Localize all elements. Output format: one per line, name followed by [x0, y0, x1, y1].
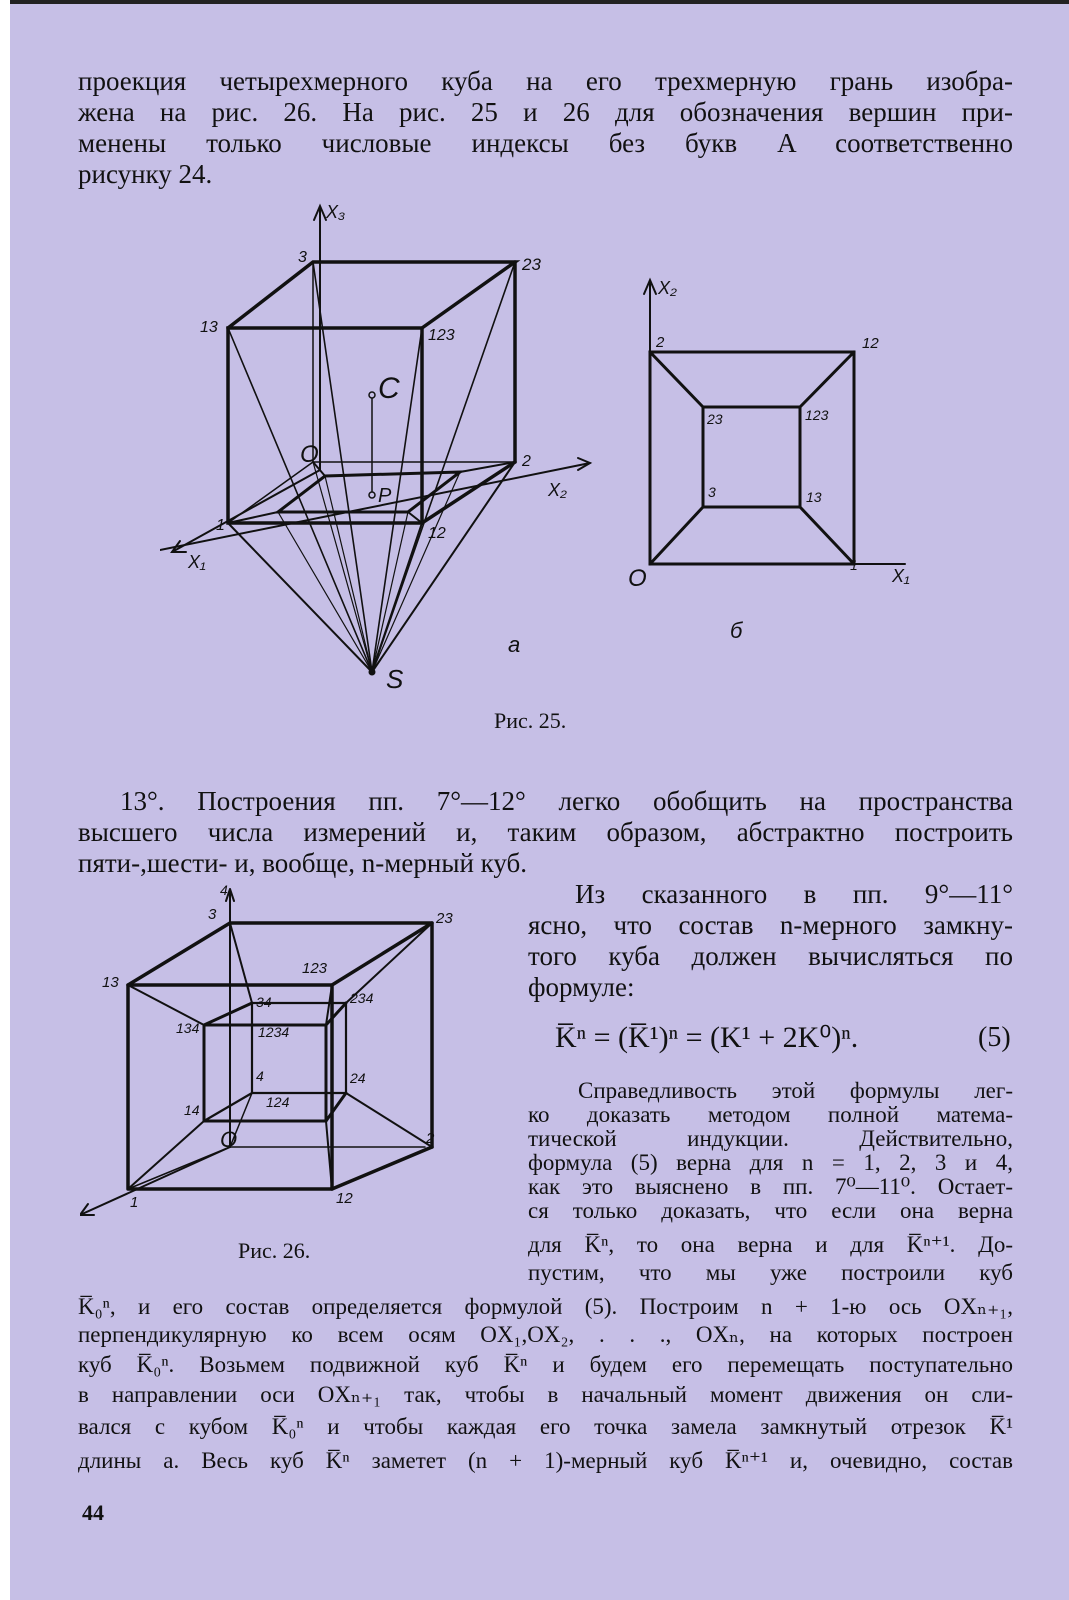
fig25a-label-3: 3 [298, 249, 307, 266]
fig26-label-123: 123 [302, 960, 328, 977]
smallcol-line-6: ся только доказать, что если она верна [528, 1198, 1013, 1223]
fig25a-front-face [228, 328, 422, 523]
figure-25b [600, 270, 930, 650]
left-margin [0, 0, 10, 1600]
rightcol-line-4: формуле: [528, 972, 635, 1002]
page-number: 44 [82, 1500, 104, 1525]
rightcol-line-2: ясно, что состав n-мерного замкну- [528, 910, 1013, 940]
fig26-label-34: 34 [256, 994, 272, 1010]
fig25a-label-o: O [300, 441, 319, 468]
smallfull-line-5: вался с кубом K̅₀ⁿ и чтобы каждая его точка замела замкнутый отрезок K̅¹ [78, 1414, 1013, 1439]
fig26-label-234: 234 [350, 990, 374, 1006]
fig25b-label-1: 1 [850, 557, 858, 573]
fig26-label-2: 2 [426, 1130, 435, 1147]
fig25b-label-x2: X₂ [658, 278, 677, 298]
fig26-label-14: 14 [184, 1102, 200, 1118]
fig25b-label-x1: X₁ [892, 566, 910, 586]
fig25a-ray-3 [313, 262, 372, 672]
fig26-outer-top [128, 923, 432, 985]
smallcol-line-8: пустим, что мы уже построили куб [528, 1260, 1013, 1285]
smallcol-line-3: тической индукции. Действительно, [528, 1126, 1013, 1151]
fig25b-label-13: 13 [806, 489, 822, 505]
fig25b-label-12: 12 [862, 335, 879, 352]
fig25a-label-x1: X₁ [188, 552, 206, 572]
fig26-label-4: 4 [256, 1068, 264, 1084]
equation-5: K̅ⁿ = (K̅¹)ⁿ = (K¹ + 2K⁰)ⁿ. [555, 1021, 859, 1054]
intro-line-1: проекция четырехмерного куба на его трехмерную грань изобра- [78, 66, 1013, 96]
smallcol-line-5: как это выяснено в пп. 7⁰—11⁰. Остает- [528, 1174, 1013, 1199]
fig25a-label-2: 2 [522, 453, 531, 470]
smallfull-line-6: длины a. Весь куб K̅ⁿ заметет (n + 1)-мерный куб K̅ⁿ⁺¹ и, очевидно, состав [78, 1448, 1013, 1473]
figure-26 [80, 885, 480, 1225]
fig25-caption: Рис. 25. [494, 708, 567, 733]
fig25a-label-s: S [386, 664, 404, 694]
smallcol-line-7: для K̅ⁿ, то она верна и для K̅ⁿ⁺¹. До- [528, 1232, 1013, 1257]
fig25b-label-2: 2 [656, 334, 665, 351]
fig25a-label-23: 23 [522, 255, 541, 274]
fig25a-top-face [228, 262, 515, 328]
section13-line-1: 13°. Построения пп. 7°—12° легко обобщить на пространства [120, 786, 1013, 816]
fig25b-sub-b: б [730, 618, 743, 643]
fig25a-ray-1 [228, 523, 372, 672]
fig26-label-1234: 1234 [258, 1024, 290, 1040]
fig25a-point-p [369, 492, 375, 498]
equation-number: (5) [978, 1022, 1011, 1053]
smallfull-line-1: K̅₀ⁿ, и его состав определяется формулой (5). Построим n + 1-ю ось OXₙ₊₁, [78, 1294, 1013, 1319]
section13-line-3: пяти-,шести- и, вообще, n-мерный куб. [78, 848, 528, 878]
smallfull-line-3: куб K̅₀ⁿ. Возьмем подвижной куб K̅ⁿ и будем его перемещать поступательно [78, 1352, 1013, 1377]
figure-25a [160, 200, 620, 700]
fig25a-label-12: 12 [428, 525, 446, 542]
fig25a-point-s [369, 669, 375, 675]
fig25a-ray-12 [372, 523, 422, 672]
fig25a-point-c [369, 392, 375, 398]
fig26-label-o: O [220, 1127, 238, 1152]
intro-line-2: жена на рис. 26. На рис. 25 и 26 для обозначения вершин при- [78, 97, 1013, 127]
fig26-label-top: 4 [220, 885, 228, 898]
fig25a-label-x3: X₃ [326, 202, 346, 222]
fig25b-label-123: 123 [805, 407, 829, 423]
fig25a-ray-13 [228, 328, 372, 672]
fig25a-sub-a: a [508, 632, 521, 657]
smallcol-line-2: ко доказать методом полной матема- [528, 1102, 1013, 1127]
section13-line-2: высшего числа измерений и, таким образом, абстрактно построить [78, 817, 1013, 847]
fig26-label-12: 12 [336, 1190, 353, 1207]
fig25a-label-x2: X₂ [548, 480, 567, 500]
fig25a-label-123: 123 [428, 327, 455, 344]
rightcol-line-1: Из сказанного в пп. 9°—11° [575, 879, 1013, 909]
fig26-label-24: 24 [350, 1070, 366, 1086]
fig25b-label-3: 3 [708, 484, 716, 500]
rightcol-line-3: того куба должен вычисляться по [528, 941, 1013, 971]
fig25a-label-1: 1 [216, 517, 225, 534]
fig25b-label-23: 23 [707, 411, 723, 427]
fig25b-label-o: O [628, 565, 647, 592]
fig25a-axis-x2-line [160, 463, 590, 550]
fig25a-label-p: P [378, 485, 392, 507]
fig26-label-124: 124 [266, 1094, 290, 1110]
fig26-label-3: 3 [208, 906, 217, 923]
fig26-axis-x1 [80, 1147, 230, 1215]
intro-line-3: менены только числовые индексы без букв A соответственно [78, 128, 1013, 158]
top-border [0, 0, 1069, 4]
fig25a-label-13: 13 [200, 319, 218, 336]
smallcol-line-1: Справедливость этой формулы лег- [578, 1078, 1013, 1103]
fig26-label-13: 13 [102, 974, 119, 991]
fig26-label-23: 23 [436, 910, 453, 927]
fig25a-label-c: C [378, 372, 400, 405]
fig26-label-134: 134 [176, 1020, 200, 1036]
intro-line-4: рисунку 24. [78, 159, 213, 189]
fig26-caption: Рис. 26. [238, 1238, 311, 1263]
smallfull-line-2: перпендикулярную ко всем осям OX₁,OX₂, . . ., OXₙ, на которых построен [78, 1322, 1013, 1347]
smallfull-line-4: в направлении оси OXₙ₊₁ так, чтобы в начальный момент движения он сли- [78, 1382, 1013, 1407]
fig26-label-1: 1 [130, 1194, 139, 1211]
smallcol-line-4: формула (5) верна для n = 1, 2, 3 и 4, [528, 1150, 1013, 1175]
